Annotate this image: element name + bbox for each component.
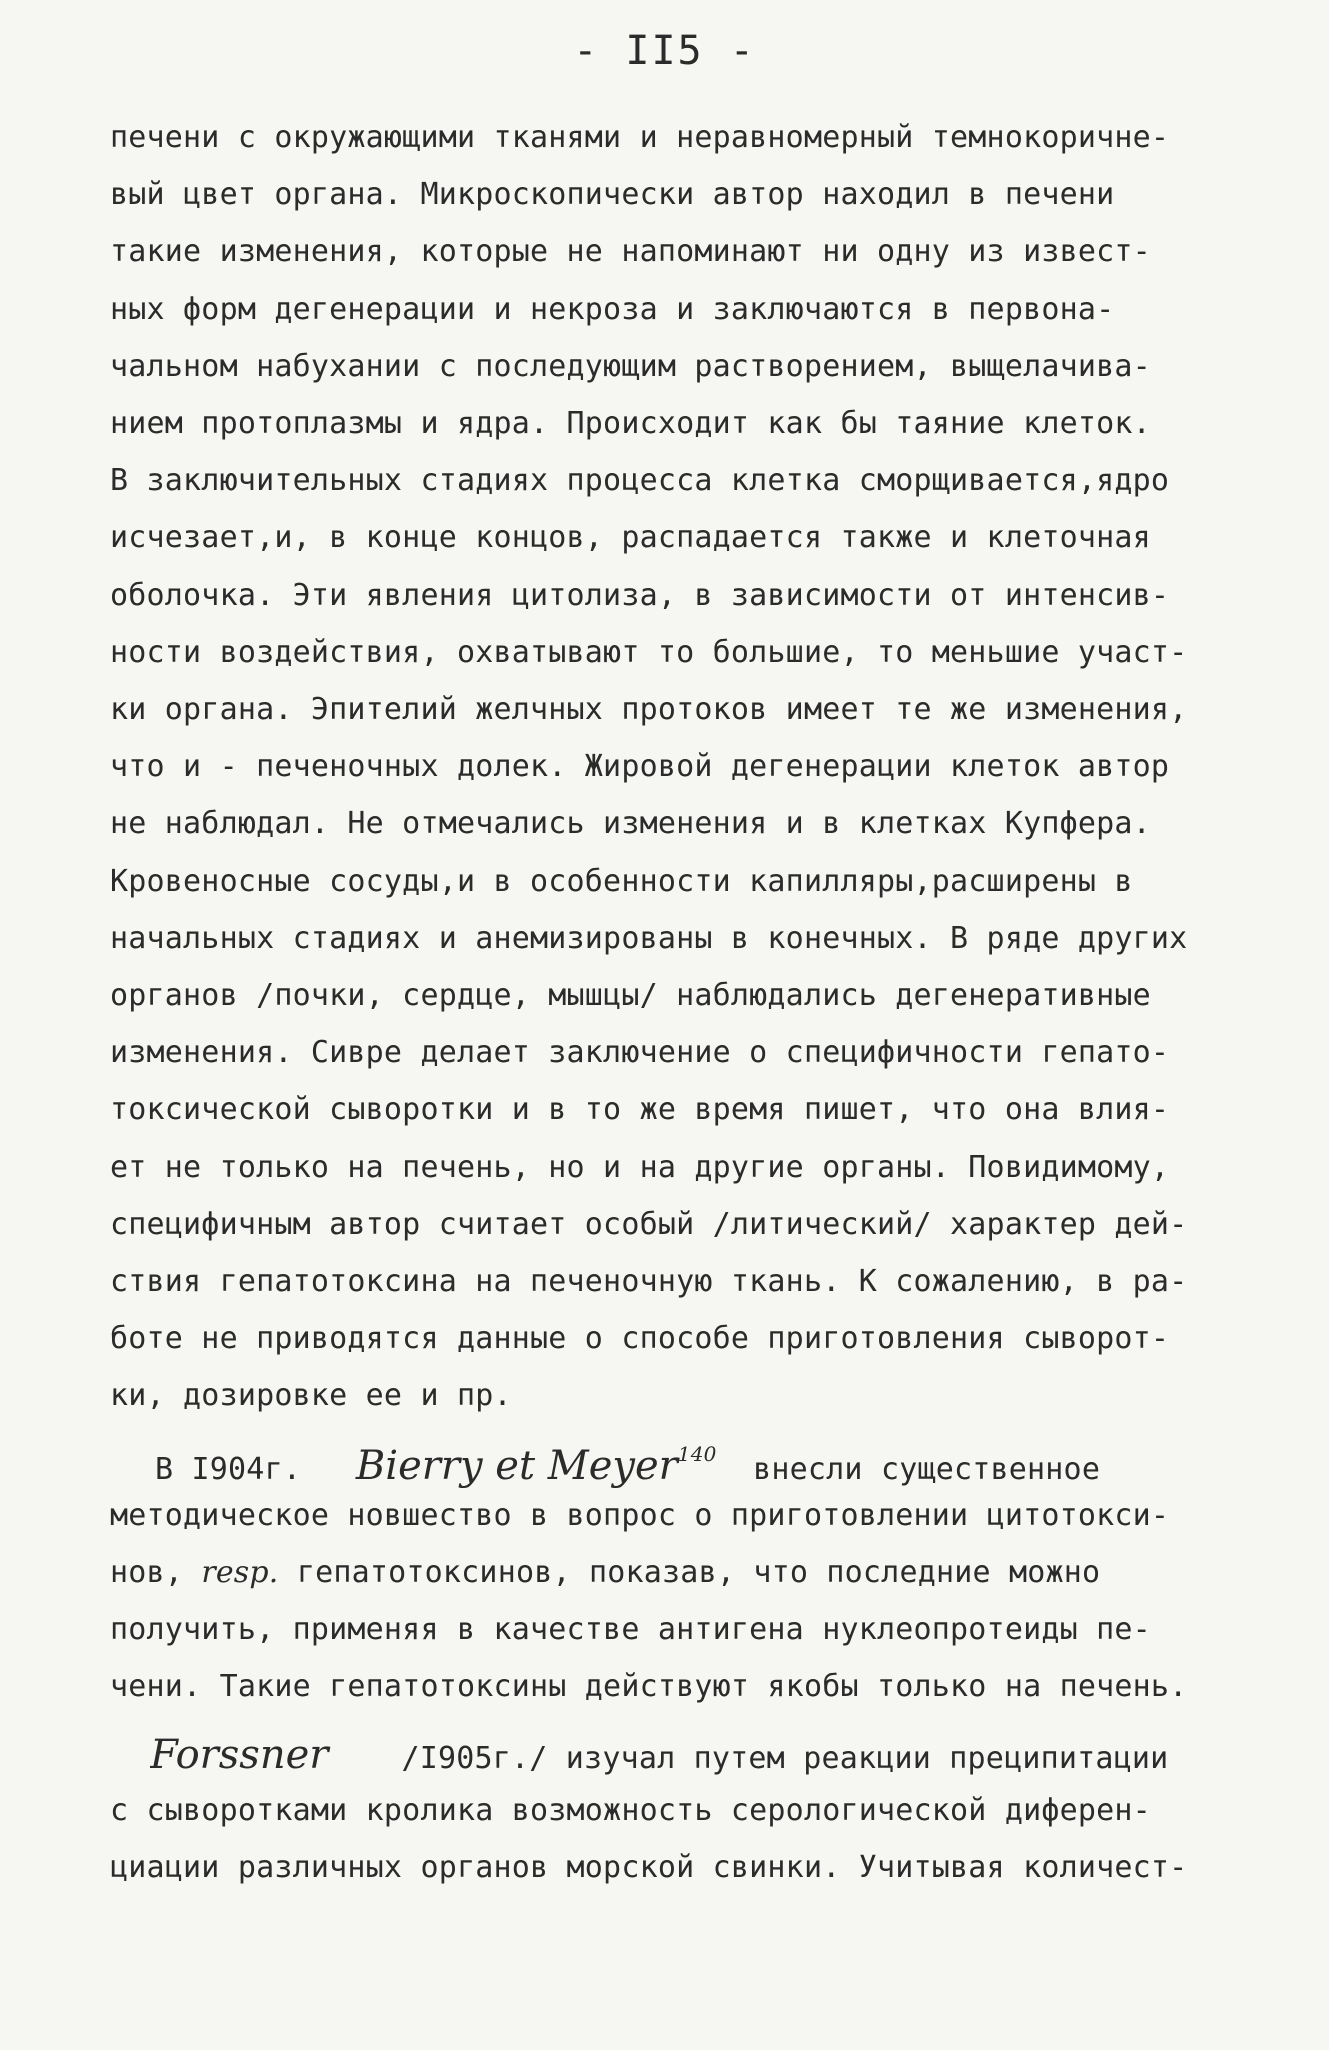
text-line: специфичным автор считает особый /литический/ характер дей- xyxy=(110,1207,1188,1242)
text-line: такие изменения, которые не напоминают ни одну из извест- xyxy=(110,234,1151,269)
paragraph-2-line-2: методическое новшество в вопрос о приготовлении цитотокси- xyxy=(110,1498,1170,1533)
paragraph-2-lead-rest: внесли существенное xyxy=(753,1452,1101,1487)
text-line: оболочка. Эти явления цитолиза, в зависимости от интенсив- xyxy=(110,578,1170,613)
text-line: исчезает,и, в конце концов, распадается также и клеточная xyxy=(110,520,1151,555)
text-line: ки органа. Эпителий желчных протоков имеет те же изменения, xyxy=(110,692,1188,727)
text-line: ных форм дегенерации и некроза и заключаются в первона- xyxy=(110,292,1115,327)
text-line: токсической сыворотки и в то же время пишет, что она влия- xyxy=(110,1092,1170,1127)
line-3-end: гепатотоксинов, показав, что последние можно xyxy=(296,1555,1101,1590)
text-line: В заключительных стадиях процесса клетка сморщивается,ядро xyxy=(110,463,1170,498)
text-line: изменения. Сивре делает заключение о специфичности гепато- xyxy=(110,1035,1170,1070)
text-line: Кровеносные сосуды,и в особенности капилляры,расширены в xyxy=(110,864,1133,899)
resp-handwritten: resp. xyxy=(201,1555,279,1590)
text-line: начальных стадиях и анемизированы в конечных. В ряде других xyxy=(110,921,1188,956)
paragraph-2-line-4: получить, применяя в качестве антигена нуклеопротеиды пе- xyxy=(110,1612,1151,1647)
paragraph-2-line-1 xyxy=(155,1442,1225,1489)
text-line: органов /почки, сердце, мышцы/ наблюдались дегенеративные xyxy=(110,978,1151,1013)
paragraph-3-line-3: циации различных органов морской свинки. Учитывая количест- xyxy=(110,1850,1188,1885)
text-line: вый цвет органа. Микроскопически автор находил в печени xyxy=(110,177,1115,212)
forssner-handwritten: Forssner xyxy=(150,1732,329,1778)
text-line: не наблюдал. Не отмечались изменения и в клетках Купфера. xyxy=(110,806,1151,841)
text-line: ности воздействия, охватывают то большие, то меньшие участ- xyxy=(110,635,1188,670)
line-3-start: нов, xyxy=(110,1555,184,1590)
paragraph-3-line-1 xyxy=(150,1732,1225,1778)
paragraph-3-lead-rest: /I905г./ изучал путем реакции преципитации xyxy=(401,1741,1169,1776)
paragraph-2-line-3 xyxy=(110,1555,1225,1590)
text-line: нием протоплазмы и ядра. Происходит как бы таяние клеток. xyxy=(110,406,1151,441)
paragraph-3-line-2: с сыворотками кролика возможность серологической диферен- xyxy=(110,1793,1151,1828)
text-line: ет не только на печень, но и на другие органы. Повидимому, xyxy=(110,1150,1170,1185)
text-line: боте не приводятся данные о способе приготовления сыворот- xyxy=(110,1321,1170,1356)
page-number: - II5 - xyxy=(573,28,756,74)
text-line: печени с окружающими тканями и неравномерный темнокоричне- xyxy=(110,120,1170,155)
text-line: ки, дозировке ее и пр. xyxy=(110,1378,512,1413)
text-line: чальном набухании с последующим растворением, выщелачива- xyxy=(110,349,1151,384)
reference-number: 140 xyxy=(677,1442,717,1466)
paragraph-2-line-5: чени. Такие гепатотоксины действуют якобы только на печень. xyxy=(110,1669,1188,1704)
text-line: ствия гепатотоксина на печеночную ткань. К сожалению, в ра- xyxy=(110,1264,1188,1299)
authors-handwritten: Bierry et Meyer xyxy=(355,1443,678,1489)
paragraph-2-lead: В I904г. xyxy=(155,1452,302,1487)
text-line: что и - печеночных долек. Жировой дегенерации клеток автор xyxy=(110,749,1170,784)
